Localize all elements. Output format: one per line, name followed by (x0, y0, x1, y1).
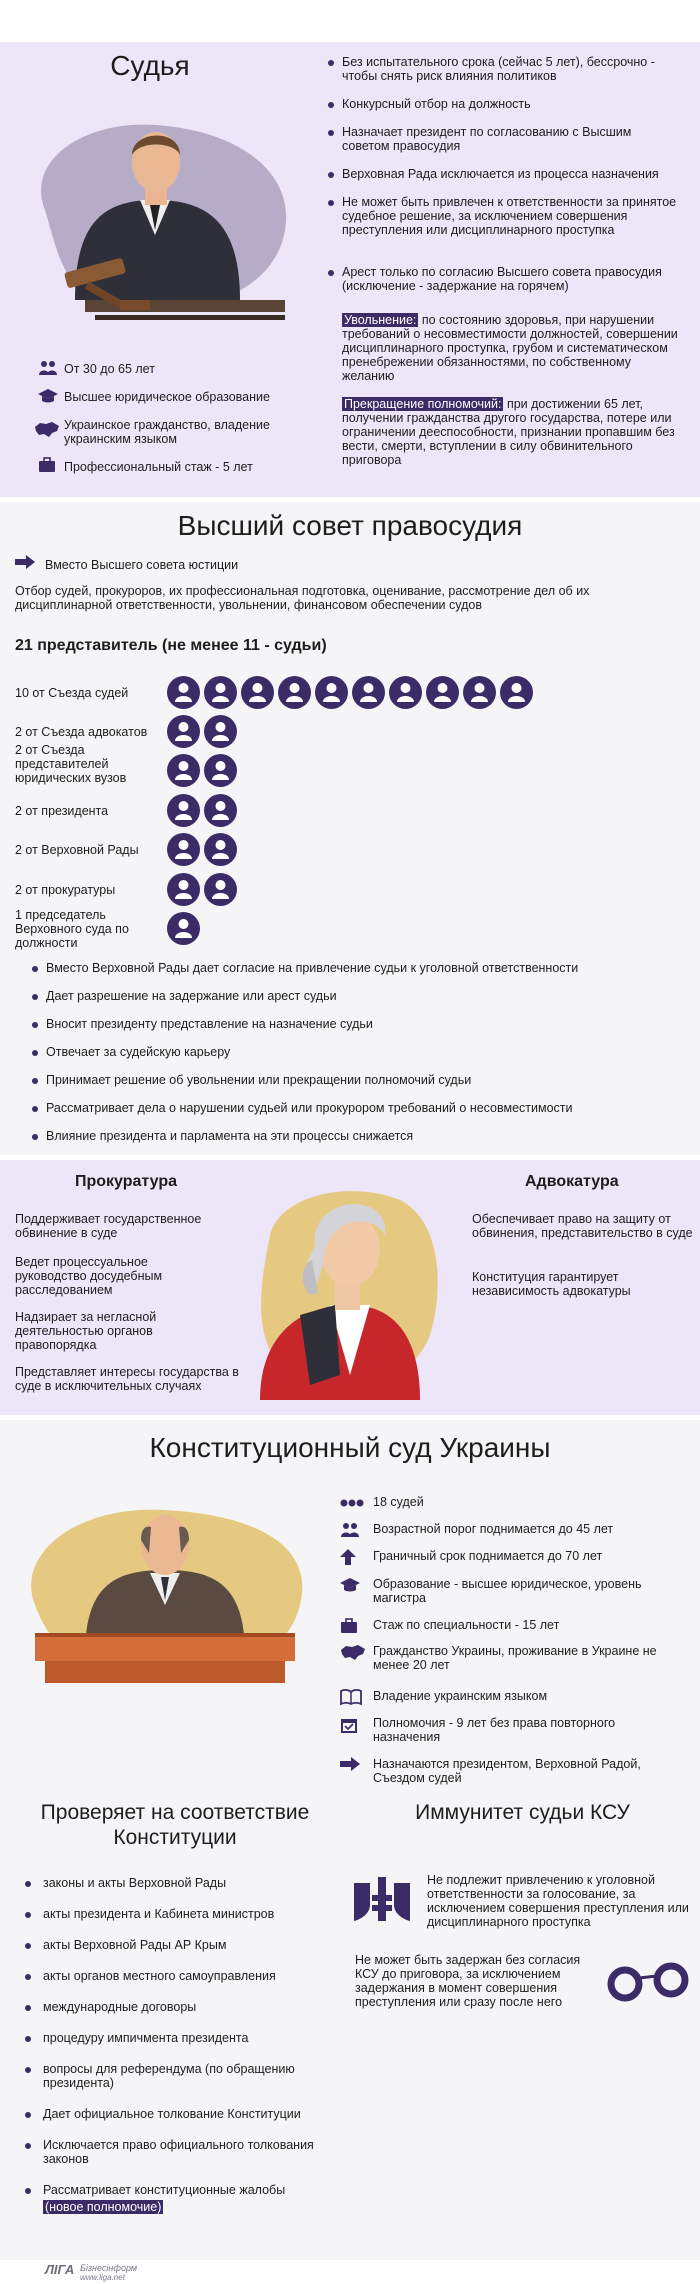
council-replaces: Вместо Высшего совета юстиции (45, 558, 239, 572)
member-icon (167, 873, 200, 906)
book-icon (340, 1689, 362, 1710)
list-item: Рассматривает дела о нарушении судьей или прокурором требований о несовместимости (46, 1101, 573, 1115)
member-icon (167, 912, 200, 945)
termination-block: Прекращение полномочий: при достижении 65 лет, получении гражданства другого государства, потере или ограничении дееспособности, признании пропавшим без вести, смерти, вступлении в силу обвинительного приговора (342, 397, 675, 467)
prosecution-title: Прокуратура (75, 1173, 178, 1190)
member-icons (167, 676, 537, 709)
graduation-cap-icon (340, 1577, 360, 1598)
court-title: Конституционный суд Украины (149, 1432, 551, 1463)
immunity-title: Иммунитет судьи КСУ (415, 1801, 630, 1824)
member-icons (167, 873, 241, 906)
court-section (0, 1420, 700, 2260)
list-item: Отвечает за судейскую карьеру (46, 1045, 231, 1059)
list-item: Верховная Рада исключается из процесса назначения (342, 167, 659, 181)
brand-logo[interactable]: ЛІГА (45, 2262, 75, 2277)
prosecution-item: Надзирает за негласной деятельностью органов правопорядка (15, 1310, 157, 1352)
list-item: Принимает решение об увольнении или прекращении полномочий судьи (46, 1073, 472, 1087)
court-fact: 18 судей (373, 1495, 424, 1509)
composition-label: 2 от Верховной Рады (15, 843, 139, 857)
list-item: Назначает президент по согласованию с Высшим советом правосудия (342, 125, 632, 153)
judge-title: Судья (110, 50, 190, 81)
court-fact: Владение украинским языком (373, 1689, 548, 1703)
member-icon (204, 754, 237, 787)
check-item: процедуру импичмента президента (43, 2031, 249, 2045)
advocacy-title: Адвокатура (525, 1173, 619, 1190)
member-icon (167, 794, 200, 827)
member-icons (167, 794, 241, 827)
judge-section (0, 42, 700, 497)
court-fact: Полномочия - 9 лет без права повторного назначения (373, 1716, 616, 1744)
member-icon (167, 676, 200, 709)
arrow-up-icon (340, 1549, 356, 1570)
court-fact: Возрастной порог поднимается до 45 лет (373, 1522, 614, 1536)
member-icon (389, 676, 422, 709)
composition-label: 2 от Съезда адвокатов (15, 725, 148, 739)
member-icon (352, 676, 385, 709)
member-icon (463, 676, 496, 709)
list-item: Арест только по согласию Высшего совета правосудия (исключение - задержание на горячем) (342, 265, 662, 293)
member-icons (167, 754, 241, 787)
dismissal-block: Увольнение: по состоянию здоровья, при нарушении требований о несовместимости должностей, совершении дисциплинарного проступка, грубом и систематическом пренебрежении обязанностями, по собственному желанию (342, 313, 678, 383)
brand-url[interactable]: www.liga.net (80, 2273, 125, 2282)
list-item: Дает разрешение на задержание или арест судьи (46, 989, 337, 1003)
dots-icon (340, 1495, 364, 1513)
member-icon (426, 676, 459, 709)
prosecution-item: Ведет процессуальное руководство досудебным расследованием (15, 1255, 163, 1297)
arrow-right-icon (340, 1757, 360, 1776)
member-icon (278, 676, 311, 709)
shield-hands-icon (350, 1875, 414, 1923)
age-icon (340, 1522, 360, 1543)
briefcase-icon (38, 457, 56, 473)
check-item: акты президента и Кабинета министров (43, 1907, 275, 1921)
check-item: законы и акты Верховной Рады (43, 1876, 227, 1890)
advocacy-item: Обеспечивает право на защиту от обвинения, представительство в суде (472, 1212, 693, 1240)
court-fact: Гражданство Украины, проживание в Украине не менее 20 лет (373, 1644, 657, 1672)
requirement-experience: Профессиональный стаж - 5 лет (64, 460, 253, 474)
member-icon (241, 676, 274, 709)
check-item: Дает официальное толкование Конституции (43, 2107, 301, 2121)
footer (0, 2260, 700, 2284)
court-fact: Назначаются президентом, Верховной Радой, Съездом судей (373, 1757, 641, 1785)
requirement-age: От 30 до 65 лет (64, 362, 155, 376)
brand-sub: Бізнесінформ (80, 2263, 138, 2273)
check-item: Исключается право официального толкования законов (43, 2138, 314, 2166)
court-fact: Граничный срок поднимается до 70 лет (373, 1549, 603, 1563)
check-item: акты Верховной Рады АР Крым (43, 1938, 227, 1952)
member-icons (167, 912, 204, 945)
check-item: вопросы для референдума (по обращению президента) (43, 2062, 295, 2090)
court-fact: Образование - высшее юридическое, уровень магистра (373, 1577, 642, 1605)
age-icon (38, 360, 58, 376)
council-description: Отбор судей, прокуроров, их профессиональная подготовка, оценивание, рассмотрение дел об их дисциплинарной ответственности, увольнении, финансовом обеспечении судов (15, 584, 590, 612)
court-fact: Стаж по специальности - 15 лет (373, 1618, 560, 1632)
member-icon (204, 794, 237, 827)
arrow-right-icon (15, 555, 35, 569)
requirement-citizenship: Украинское гражданство, владение украинским языком (64, 418, 270, 446)
immunity-item: Не подлежит привлечению к уголовной ответственности за голосование, за исключением совершения преступления или дисциплинарного проступка (427, 1873, 689, 1929)
composition-label: 1 председатель Верховного суда по должности (15, 908, 129, 950)
termination-label: Прекращение полномочий: (344, 397, 502, 411)
member-icon (204, 676, 237, 709)
member-icon (167, 833, 200, 866)
advocacy-item: Конституция гарантирует независимость адвокатуры (472, 1270, 631, 1298)
member-icon (315, 676, 348, 709)
graduation-cap-icon (38, 388, 58, 404)
council-section (0, 502, 700, 1155)
composition-label: 10 от Съезда судей (15, 686, 129, 700)
prosecution-item: Представляет интересы государства в суде в исключительных случаях (15, 1365, 239, 1393)
new-power-note: (новое полномочие) (45, 2200, 162, 2214)
immunity-item: Не может быть задержан без согласия КСУ до приговора, за исключением задержания в момент совершения преступления или сразу после него (355, 1953, 581, 2009)
prosecution-item: Поддерживает государственное обвинение в суде (15, 1212, 202, 1240)
prosecution-advocacy-section (0, 1160, 700, 1415)
ukraine-map-icon (340, 1644, 366, 1667)
handcuffs-icon (605, 1960, 693, 2002)
dismissal-label: Увольнение: (344, 313, 417, 327)
composition-label: 2 от Съезда представителей юридических вузов (15, 743, 127, 785)
judge-illustration (5, 100, 305, 320)
check-item: Рассматривает конституционные жалобы (43, 2183, 286, 2197)
member-icon (204, 873, 237, 906)
calendar-icon (340, 1716, 358, 1739)
member-icon (167, 754, 200, 787)
requirement-education: Высшее юридическое образование (64, 390, 270, 404)
member-icon (500, 676, 533, 709)
list-item: Без испытательного срока (сейчас 5 лет), бессрочно - чтобы снять риск влияния политиков (342, 55, 655, 83)
composition-title: 21 представитель (не менее 11 - судьи) (15, 637, 327, 654)
composition-label: 2 от президента (15, 804, 109, 818)
advocate-illustration (240, 1175, 450, 1405)
list-item: Вносит президенту представление на назначение судьи (46, 1017, 373, 1031)
list-item: Влияние президента и парламента на эти процессы снижается (46, 1129, 414, 1143)
member-icon (167, 715, 200, 748)
member-icons (167, 715, 241, 748)
composition-label: 2 от прокуратуры (15, 883, 116, 897)
list-item: Вместо Верховной Рады дает согласие на привлечение судьи к уголовной ответственности (46, 961, 579, 975)
check-item: международные договоры (43, 2000, 197, 2014)
court-judge-illustration (15, 1505, 315, 1685)
member-icon (204, 833, 237, 866)
briefcase-icon (340, 1618, 358, 1639)
checks-title: Проверяет на соответствие Конституции (40, 1801, 310, 1849)
member-icons (167, 833, 241, 866)
check-item: акты органов местного самоуправления (43, 1969, 276, 1983)
ukraine-map-icon (34, 421, 60, 439)
member-icon (204, 715, 237, 748)
list-item: Не может быть привлечен к ответственности за принятое судебное решение, за исключением совершения преступления или дисциплинарного проступка (342, 195, 677, 237)
council-title: Высший совет правосудия (177, 510, 523, 541)
list-item: Конкурсный отбор на должность (342, 97, 531, 111)
